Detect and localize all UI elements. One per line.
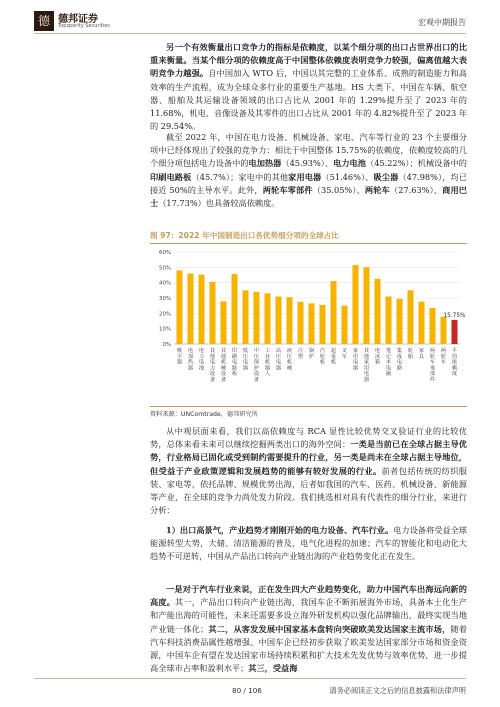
bar	[297, 302, 303, 344]
x-tick-label: 工业机器人	[264, 348, 271, 378]
brand-name-en: Topsperity Securities	[58, 23, 110, 29]
bar	[363, 267, 369, 344]
x-tick-label: 汽轮机	[319, 348, 326, 366]
figure-title: 图 97：2022 年中国制造出口各优势细分项的全球占比	[150, 230, 467, 244]
p2-text-e: （45.7%）；家电中的其他	[191, 171, 289, 182]
x-tick-label: 中压保护设备	[253, 348, 260, 383]
header-divider	[34, 33, 466, 34]
p2-bold-2: 电力电池	[333, 158, 366, 169]
p2-text-d: （45.22%）；机械设备中的	[365, 158, 467, 169]
p2-bold-4: 家用电器	[288, 171, 322, 182]
report-type: 宏观中期报告	[418, 18, 466, 27]
x-tick-label: 其他机械设备	[220, 348, 227, 383]
bar	[220, 301, 226, 344]
y-tick-label: 40%	[159, 280, 171, 287]
p2-bold-7: 两轮车	[364, 184, 390, 195]
bar	[308, 303, 314, 344]
bar	[451, 320, 457, 344]
x-tick-label: 轮胎	[407, 348, 414, 360]
y-tick-label: 0%	[162, 342, 171, 348]
y-tick-label: 20%	[159, 311, 171, 318]
bar	[418, 302, 424, 344]
x-tick-label: 起重机	[330, 348, 337, 366]
bar	[440, 317, 446, 344]
x-tick-label: 叉车	[341, 348, 348, 360]
p2-bold-5: 吸尘器	[373, 171, 399, 182]
bar	[264, 293, 270, 344]
p3-text-c: 前者包括传统的纺织服装、家电等，依托品牌、规模优势出海，后者如我国的汽车、医药、机械设备、新能源等产业，在全球的竞争力尚处发力阶段。我们挑选相对具有代表性的细分行业，来进行分析：	[150, 465, 467, 516]
x-tick-label: 家具	[418, 348, 425, 360]
x-tick-label: 锅炉	[308, 348, 315, 360]
x-tick-label: 家用电器	[352, 348, 359, 372]
p2-text-j: （17.73%）也具备较高依赖度。	[158, 198, 280, 209]
p2-text-f: （51.46%）、	[321, 171, 374, 182]
brand-logo-icon: 德	[34, 11, 54, 31]
p4-text: 电力设备将受益全球能源转型大势，大储、清洁能源的普及，电气化进程的加速；汽车的智能化和电动化大趋势不可逆转，中国从产品出口转向产业链出海的产业趋势变化正在发生。	[150, 525, 467, 562]
chart-grid	[174, 252, 460, 344]
paragraph-power-auto	[150, 524, 467, 564]
bar	[209, 282, 215, 344]
bar	[341, 306, 347, 344]
footer-disclaimer: 请务必阅读正文之后的信息披露和法律声明	[329, 686, 466, 695]
p3-text-a: 从中观层面来看，我们以高依赖度与 RCA 显性比较优势交叉验证行业的比较优势，总体来看未来可以继续挖掘两类出口的海外空间：	[150, 426, 467, 450]
p5-text-c: 随着汽车科技消费品属性越增强、中国车企已经初步获取了欧美发达国家部分市场和资金资源，中国车企有望在发达国家市场持续积累和扩大技术先发优势与效率优势，进一步提高全球市占率和盈利水平；	[150, 623, 467, 674]
x-tick-label: 吸尘器	[176, 348, 183, 366]
paragraph-meso-view	[150, 425, 467, 517]
paragraph-dependency-text: 自中国加入 WTO 后，中国以其完整的工业体系、成熟的制造能力和高效率的生产流程，成为全球众多行业的重要生产基地。HS 大类下，中国在车辆、航空器、船舶及其运输设备领域的出口占比从 2001 年的 1.29%提升至了 2023 年的 11.68%，机电、音像设备及其零件的出口占比从 2001 年的 4.82%提升至了 2023 年的 29.54%。	[150, 68, 467, 132]
y-tick-label: 10%	[159, 326, 171, 333]
x-tick-label: 高压电器	[275, 348, 282, 372]
x-tick-label: 其他家用电器	[363, 348, 370, 383]
page-number: 80 / 106	[232, 686, 262, 695]
figure-source: 资料来源：UNComtrade，德邦研究所	[150, 411, 258, 418]
bar	[330, 281, 336, 344]
x-tick-label: 电冰箱	[374, 348, 381, 366]
bar	[176, 270, 182, 344]
p4-heading: 1）出口高景气，产业趋势才刚刚开始的电力设备、汽车行业。	[166, 525, 394, 535]
x-tick-label: 平均依赖度	[451, 348, 458, 378]
y-tick-label: 60%	[159, 250, 171, 256]
p2-text-i: （27.63%）、	[389, 184, 443, 195]
p5-bold-b: 其二，从客发发展中国家基本盘转向突破欧美发达国家主流市场，	[208, 623, 451, 634]
bar	[429, 308, 435, 344]
p3-bold: 一类是当前已在全球占据主导优势，行业格局已固化或受到制约需要提升的行业，另一类是尚未在全球占据主导地位，但受益于产业政策逻辑和发展趋势的能够有较好发展的行业。	[150, 439, 467, 476]
bar-chart	[150, 246, 467, 404]
p2-bold-8: 商用巴士	[150, 184, 467, 209]
p2-text-g: （47.98%），均已接近 50%的主导水平。此外，	[150, 171, 467, 195]
data-label: 15.75%	[443, 312, 466, 319]
x-tick-label: 两轮车	[440, 348, 447, 366]
x-tick-label: 注塑	[297, 348, 304, 360]
p2-bold-6: 两轮车零部件	[262, 184, 313, 195]
bar	[319, 305, 325, 344]
bar	[286, 297, 292, 344]
chart-bars	[176, 265, 457, 344]
paragraph-2022-advantages	[150, 131, 467, 210]
y-tick-label: 30%	[159, 296, 171, 302]
x-tick-label: 印刷电路板	[231, 348, 238, 378]
bar	[242, 290, 248, 344]
p2-text-c: （45.93%）、	[281, 158, 334, 169]
p5-heading: 一是对于汽车行业来说，正在发生四大产业趋势变化，助力中国汽车出海远向新的高度。	[150, 584, 467, 608]
p5-text-a: 其一，产品出口转向产业链出海，我国车企不断拓展海外市场，具备本土化生产和产能出海的可能性，未来还需要多设立海外研发机构以强化品牌输出，最终实现当地产业链一体化；	[150, 597, 467, 634]
x-tick-label: 两轮车零部件	[429, 348, 436, 383]
bar	[275, 296, 281, 344]
bar	[352, 265, 358, 344]
x-tick-label: 电加热器	[187, 348, 194, 372]
x-tick-label: 电力电池	[198, 348, 205, 372]
brand-name: 德邦证券	[58, 14, 98, 25]
p2-text-h: （35.05%）、	[312, 184, 365, 195]
p5-bold-d: 其三，受益海	[248, 663, 298, 674]
p2-bold-1: 电加热器	[248, 158, 282, 169]
bar	[231, 274, 237, 344]
x-tick-label: 其他电力设备	[209, 348, 216, 383]
x-tick-label: 集成电路	[396, 348, 403, 372]
x-tick-label: 笔记本电脑	[385, 348, 392, 378]
bar	[374, 279, 380, 344]
paragraph-dependency	[150, 41, 467, 133]
bar	[187, 274, 193, 344]
p2-text-a: 截至 2022 年，中国在电力设备、机械设备、家电、汽车等行业的 23 个主要细分项中已经体现出了较强的竞争力：相比于中国整体 15.75%的依赖度，依赖度较高的几个细分项包括电力设备中的	[150, 132, 467, 169]
y-tick-label: 50%	[159, 265, 171, 272]
bar	[385, 296, 391, 344]
bar	[396, 299, 402, 344]
p2-bold-3: 印刷电路板	[150, 171, 192, 182]
x-tick-label: 液压机械	[286, 348, 293, 372]
paragraph-auto-trends	[150, 583, 467, 675]
x-tick-label: 低压电器	[242, 348, 249, 372]
bar	[198, 275, 204, 344]
source-divider	[150, 406, 467, 407]
bar	[253, 292, 259, 344]
bar	[407, 290, 413, 344]
footer-divider	[34, 678, 466, 679]
paragraph-dependency-bold: 另一个有效衡量出口竞争力的指标是依赖度，以某个细分项的出口占世界出口的比重来衡量。当某个细分项的依赖度高于中国整体依赖度表明竞争力较强，偏离值越大表明竞争力越强。	[150, 42, 467, 79]
